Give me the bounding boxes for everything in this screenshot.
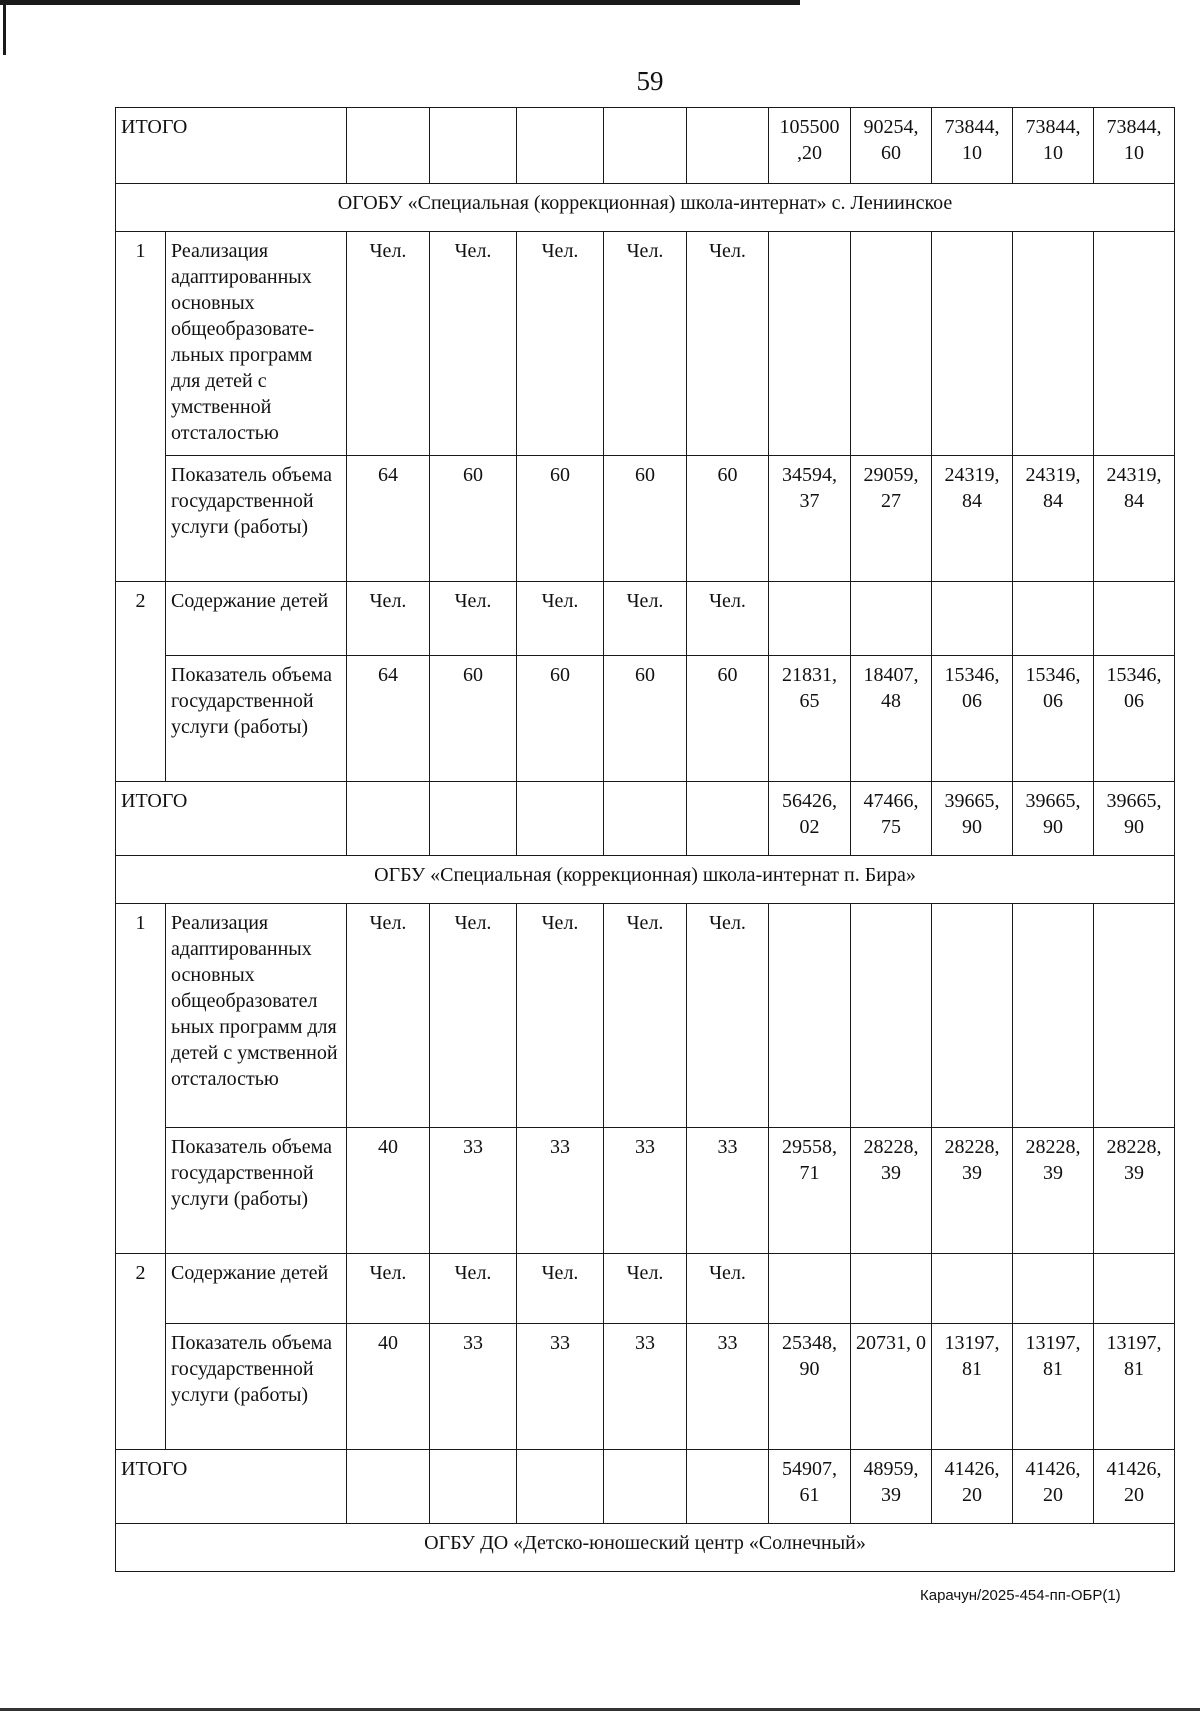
table-row [116,456,1175,582]
unit-cell: Чел. [430,232,517,456]
amount-cell: 24319, 84 [1013,456,1094,582]
count-cell: 33 [517,1128,604,1254]
row-index: 1 [116,904,166,1254]
total-value: 47466, 75 [851,782,932,856]
unit-cell: Чел. [430,582,517,656]
unit-cell: Чел. [347,904,430,1128]
count-cell: 33 [687,1324,769,1450]
table-row [116,1128,1175,1254]
scan-border-top [0,0,800,5]
indicator-name: Показатель объема государственной услуги (работы) [166,456,347,582]
table-row [116,1324,1175,1450]
total-value: 39665, 90 [1013,782,1094,856]
total-value: 39665, 90 [1094,782,1175,856]
count-cell: 60 [517,456,604,582]
page-number: 59 [636,66,664,96]
total-value: 39665, 90 [932,782,1013,856]
indicator-name: Показатель объема государственной услуги (работы) [166,656,347,782]
unit-cell: Чел. [517,582,604,656]
amount-cell: 34594, 37 [769,456,851,582]
unit-cell: Чел. [517,1254,604,1324]
count-cell: 60 [517,656,604,782]
unit-cell: Чел. [347,232,430,456]
unit-cell: Чел. [604,904,687,1128]
amount-cell: 29059, 27 [851,456,932,582]
unit-cell: Чел. [604,1254,687,1324]
total-label: ИТОГО [116,1450,347,1524]
document-stamp: Карачун/2025-454-пп-ОБР(1) [920,1587,1121,1604]
count-cell: 33 [517,1324,604,1450]
count-cell: 60 [430,656,517,782]
count-cell: 33 [687,1128,769,1254]
total-label: ИТОГО [116,782,347,856]
scan-border-left [3,0,6,55]
table-row [116,656,1175,782]
total-value: 56426, 02 [769,782,851,856]
amount-cell: 24319, 84 [1094,456,1175,582]
unit-cell: Чел. [687,904,769,1128]
section-title: ОГОБУ «Специальная (коррекционная) школа-интернат» с. Лениинское [116,184,1175,232]
total-value: 41426, 20 [932,1450,1013,1524]
unit-cell: Чел. [687,1254,769,1324]
row-index: 2 [116,1254,166,1450]
amount-cell: 25348, 90 [769,1324,851,1450]
amount-cell: 15346, 06 [1094,656,1175,782]
total-value: 73844, 10 [932,108,1013,184]
amount-cell: 21831, 65 [769,656,851,782]
amount-cell: 24319, 84 [932,456,1013,582]
service-name: Реализация адаптированных основных общеобразовател ьных программ для детей с умственной отсталостью [166,904,347,1128]
indicator-name: Показатель объема государственной услуги (работы) [166,1128,347,1254]
total-row [116,782,1175,856]
count-cell: 33 [604,1128,687,1254]
count-cell: 60 [430,456,517,582]
row-index: 1 [116,232,166,582]
unit-cell: Чел. [347,1254,430,1324]
amount-cell: 28228, 39 [932,1128,1013,1254]
count-cell: 33 [604,1324,687,1450]
total-value: 41426, 20 [1094,1450,1175,1524]
count-cell: 64 [347,656,430,782]
amount-cell: 18407, 48 [851,656,932,782]
service-name: Содержание детей [166,1254,347,1324]
table-row [116,232,1175,456]
unit-cell: Чел. [430,904,517,1128]
unit-cell: Чел. [604,582,687,656]
count-cell: 60 [687,656,769,782]
section-header [116,856,1175,904]
service-name: Содержание детей [166,582,347,656]
amount-cell: 15346, 06 [1013,656,1094,782]
table-row [116,904,1175,1128]
total-row [116,108,1175,184]
count-cell: 60 [687,456,769,582]
total-value: 41426, 20 [1013,1450,1094,1524]
unit-cell: Чел. [604,232,687,456]
amount-cell: 13197, 81 [932,1324,1013,1450]
unit-cell: Чел. [687,232,769,456]
amount-cell: 20731, 0 [851,1324,932,1450]
unit-cell: Чел. [517,904,604,1128]
amount-cell: 28228, 39 [1013,1128,1094,1254]
budget-table [115,107,1175,1572]
count-cell: 40 [347,1128,430,1254]
total-value: 54907, 61 [769,1450,851,1524]
table-row [116,582,1175,656]
amount-cell: 13197, 81 [1094,1324,1175,1450]
count-cell: 60 [604,456,687,582]
table-row [116,1254,1175,1324]
count-cell: 33 [430,1324,517,1450]
unit-cell: Чел. [687,582,769,656]
total-value: 73844, 10 [1094,108,1175,184]
section-title: ОГБУ «Специальная (коррекционная) школа-интернат п. Бира» [116,856,1175,904]
amount-cell: 15346, 06 [932,656,1013,782]
count-cell: 60 [604,656,687,782]
count-cell: 40 [347,1324,430,1450]
unit-cell: Чел. [347,582,430,656]
amount-cell: 28228, 39 [1094,1128,1175,1254]
section-header [116,184,1175,232]
scan-border-bottom [0,1708,1200,1711]
count-cell: 64 [347,456,430,582]
total-value: 48959, 39 [851,1450,932,1524]
amount-cell: 13197, 81 [1013,1324,1094,1450]
unit-cell: Чел. [430,1254,517,1324]
amount-cell: 28228, 39 [851,1128,932,1254]
unit-cell: Чел. [517,232,604,456]
total-row [116,1450,1175,1524]
total-value: 105500 ,20 [769,108,851,184]
section-header [116,1524,1175,1572]
section-title: ОГБУ ДО «Детско-юношеский центр «Солнечный» [116,1524,1175,1572]
total-value: 73844, 10 [1013,108,1094,184]
total-label: ИТОГО [116,108,347,184]
total-value: 90254, 60 [851,108,932,184]
service-name: Реализация адаптированных основных общеобразовате-льных программ для детей с умственной отсталостью [166,232,347,456]
row-index: 2 [116,582,166,782]
amount-cell: 29558, 71 [769,1128,851,1254]
count-cell: 33 [430,1128,517,1254]
indicator-name: Показатель объема государственной услуги (работы) [166,1324,347,1450]
